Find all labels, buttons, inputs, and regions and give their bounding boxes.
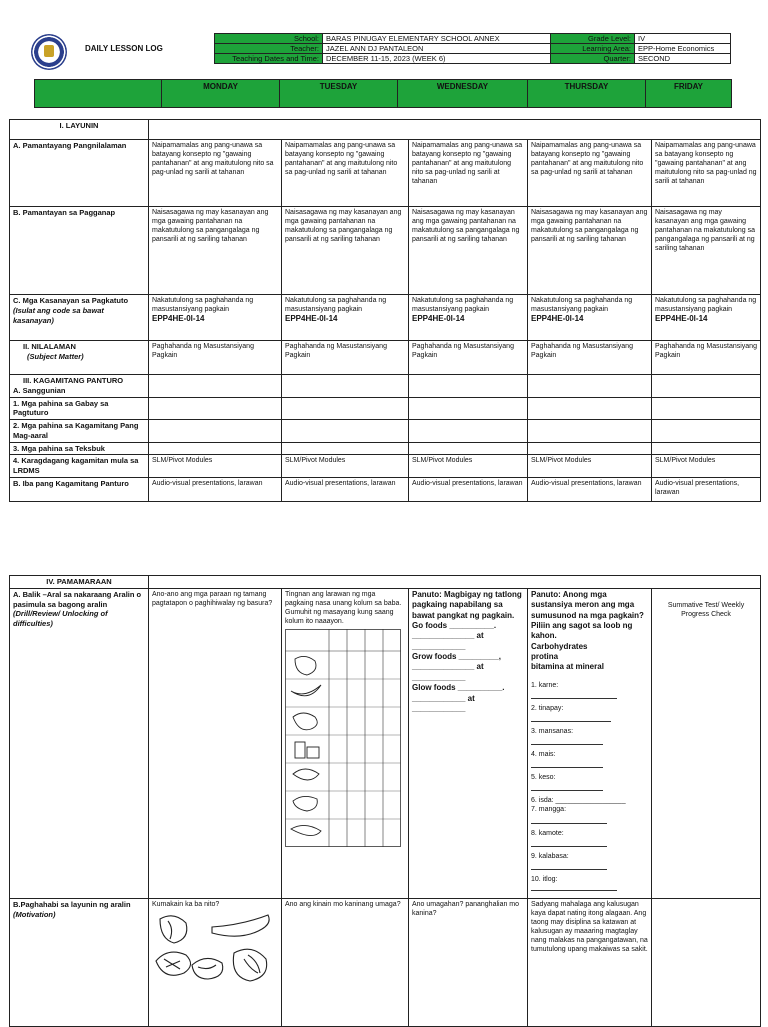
day-friday: FRIDAY xyxy=(646,80,732,108)
pamamaraan-heading: IV. PAMAMARAAN xyxy=(10,576,149,589)
c-code: EPP4HE-0l-14 xyxy=(655,314,708,324)
thu-item: 4. mais: xyxy=(531,751,556,759)
c-text: Nakatutulong sa paghahanda ng masustansiyang pagkain xyxy=(655,297,757,314)
blank-cell xyxy=(35,80,162,108)
area-value: EPP-Home Economics xyxy=(635,44,731,54)
wed-line: Go foods __________. xyxy=(412,620,497,630)
thursday-lrdms: SLM/Pivot Modules xyxy=(528,455,652,478)
friday-nilalaman: Paghahanda ng Masustansiyang Pagkain xyxy=(652,341,761,375)
teksbuk-label: 3. Mga pahina sa Teksbuk xyxy=(10,442,149,455)
friday-iba: Audio-visual presentations, larawan xyxy=(652,477,761,501)
kagamitang-label: 2. Mga pahina sa Kagamitang Pang Mag-aaral xyxy=(10,420,149,443)
grade-label: Grade Level: xyxy=(551,34,635,44)
friday-lrdms: SLM/Pivot Modules xyxy=(652,455,761,478)
quarter-value: SECOND xyxy=(635,54,731,64)
monday-balik: Ano-ano ang mga paraan ng tamang pagtatapon o paghihiwalay ng basura? xyxy=(149,588,282,898)
c-code: EPP4HE-0l-14 xyxy=(285,314,338,324)
nilalaman-label xyxy=(10,341,149,375)
procedure-table xyxy=(9,575,761,1027)
tuesday-instruction: Tingnan ang larawan ng mga pagkaing nasa unang kolum sa baba. Gumuhit ng masayang kung saang kolum ito naaayon. xyxy=(285,590,402,626)
wednesday-b: Naisasagawa ng may kasanayan ang mga gawaing pantahanan na makatutulong sa pangangalaga ng pansarili at ng sariling tahanan xyxy=(409,207,528,295)
thu-item: 2. tinapay: xyxy=(531,704,564,712)
tuesday-b: Naisasagawa ng may kasanayan ang mga gawaing pantahanan na makatutulong sa pangangalaga ng pansarili at ng sariling tahanan xyxy=(282,207,409,295)
monday-nilalaman: Paghahanda ng Masustansiyang Pagkain xyxy=(149,341,282,375)
wed-panuto: Panuto: Magbigay ng tatlong pagkaing napabilang sa bawat pangkat ng pagkain. xyxy=(412,589,522,620)
layunin-blank xyxy=(149,120,761,140)
thu-option: Carbohydrates xyxy=(531,641,588,651)
friday-b: Naisasagawa ng may kasanayan ang mga gawaing pantahanan na makatutulong sa pangangalaga ng pansarili at ng sariling tahanan xyxy=(652,207,761,295)
sanggunian-title: A. Sanggunian xyxy=(13,385,66,395)
area-label: Learning Area: xyxy=(551,44,635,54)
dates-label: Teaching Dates and Time: xyxy=(215,54,323,64)
wednesday-a: Naipamamalas ang pang-unawa sa batayang konsepto ng "gawaing pantahanan" at ang maitutulong nito sa pag-unlad ng sarili at tahanan xyxy=(409,140,528,207)
thursday-c xyxy=(528,295,652,341)
thursday-nilalaman: Paghahanda ng Masustansiyang Pagkain xyxy=(528,341,652,375)
wed-line: ____________ at xyxy=(412,693,475,703)
c-text: Nakatutulong sa paghahanda ng masustansiyang pagkain xyxy=(531,297,633,314)
dates-value: DECEMBER 11-15, 2023 (WEEK 6) xyxy=(323,54,551,64)
thursday-iba: Audio-visual presentations, larawan xyxy=(528,477,652,501)
wednesday-nilalaman: Paghahanda ng Masustansiyang Pagkain xyxy=(409,341,528,375)
monday-lrdms: SLM/Pivot Modules xyxy=(149,455,282,478)
thursday-paghahabi: Sadyang mahalaga ang kalusugan kaya dapat nating itong alagaan. Ang taong may disiplina sa katawan at kalusugan ay maaaring magtaglay nang malakas na pangangatawan, na tumutulong upang makaiwas sa sakit. xyxy=(528,898,652,1026)
school-value: BARAS PINUGAY ELEMENTARY SCHOOL ANNEX xyxy=(323,34,551,44)
deped-seal-logo xyxy=(31,34,67,70)
thu-item: 3. mansanas: xyxy=(531,728,574,736)
thu-item: 5. keso: xyxy=(531,774,556,782)
wed-line: ____________ xyxy=(412,704,466,714)
wed-line: ____________ xyxy=(412,672,466,682)
tuesday-iba: Audio-visual presentations, larawan xyxy=(282,477,409,501)
gabay-label: 1. Mga pahina sa Gabay sa Pagtuturo xyxy=(10,397,149,420)
paghahabi-label xyxy=(10,898,149,1026)
tuesday-lrdms: SLM/Pivot Modules xyxy=(282,455,409,478)
thu-item: 7. mangga: xyxy=(531,806,567,814)
pagganap-label: B. Pamantayan sa Pagganap xyxy=(10,207,149,295)
balik-aral-sub: (Drill/Review/ Unlocking of difficulties) xyxy=(13,609,108,628)
thu-item: 1. karne: xyxy=(531,681,559,689)
wed-line: Grow foods _________, xyxy=(412,652,501,662)
kasanayan-sub: (Isulat ang code sa bawat kasanayan) xyxy=(13,305,104,325)
balik-aral-label xyxy=(10,588,149,898)
monday-paghahabi xyxy=(149,898,282,1026)
nilalaman-sub: (Subject Matter) xyxy=(27,351,84,361)
kasanayan-label xyxy=(10,295,149,341)
nilalaman-title: II. NILALAMAN xyxy=(23,342,76,351)
document-title: DAILY LESSON LOG xyxy=(85,44,163,53)
kagamitan-label xyxy=(10,375,149,398)
friday-balik: Summative Test/ Weekly Progress Check xyxy=(652,588,761,898)
tuesday-nilalaman: Paghahanda ng Masustansiyang Pagkain xyxy=(282,341,409,375)
day-wednesday: WEDNESDAY xyxy=(398,80,528,108)
friday-a: Naipamamalas ang pang-unawa sa batayang konsepto ng "gawaing pantahanan" at ang maitutulong nito sa pag-unlad ng sarili at tahanan xyxy=(652,140,761,207)
objectives-table xyxy=(9,119,761,502)
thu-option: protina xyxy=(531,652,559,662)
teacher-label: Teacher: xyxy=(215,44,323,54)
lrdms-label: 4. Karagdagang kagamitan mula sa LRDMS xyxy=(10,455,149,478)
food-drawings-image xyxy=(152,909,277,991)
tuesday-balik xyxy=(282,588,409,898)
friday-paghahabi xyxy=(652,898,761,1026)
c-text: Nakatutulong sa paghahanda ng masustansiyang pagkain xyxy=(152,297,254,314)
wed-line: ____________ xyxy=(412,641,466,651)
c-text: Nakatutulong sa paghahanda ng masustansiyang pagkain xyxy=(412,297,514,314)
pamantayang-label: A. Pamantayang Pangnilalaman xyxy=(10,140,149,207)
c-code: EPP4HE-0l-14 xyxy=(531,314,584,324)
day-monday: MONDAY xyxy=(162,80,280,108)
wednesday-lrdms: SLM/Pivot Modules xyxy=(409,455,528,478)
quarter-label: Quarter: xyxy=(551,54,635,64)
paghahabi-sub: (Motivation) xyxy=(13,909,56,919)
wed-line: Glow foods __________. xyxy=(412,683,505,693)
school-label: School: xyxy=(215,34,323,44)
thu-item: 6. isda: __________________ xyxy=(531,797,626,805)
monday-a: Naipamamalas ang pang-unawa sa batayang konsepto ng "gawaing pantahanan" at ang maitutulong nito sa pag-unlad ng sarili at tahanan xyxy=(149,140,282,207)
paghahabi-title: B.Paghahabi sa layunin ng aralin xyxy=(13,899,131,909)
c-code: EPP4HE-0l-14 xyxy=(152,314,205,324)
day-thursday: THURSDAY xyxy=(528,80,646,108)
header-info-table xyxy=(214,33,731,64)
wednesday-paghahabi: Ano umagahan? pananghalian mo kanina? xyxy=(409,898,528,1026)
day-tuesday: TUESDAY xyxy=(280,80,398,108)
layunin-heading: I. LAYUNIN xyxy=(10,120,149,140)
c-code: EPP4HE-0l-14 xyxy=(412,314,465,324)
balik-aral-title: A. Balik –Aral sa nakaraang Aralin o pasimula sa bagong aralin xyxy=(13,589,142,609)
kagamitan-title: III. KAGAMITANG PANTURO xyxy=(23,376,124,385)
wednesday-balik xyxy=(409,588,528,898)
thu-item: 10. itlog: xyxy=(531,875,558,883)
tuesday-c xyxy=(282,295,409,341)
weekday-header xyxy=(34,79,732,108)
thursday-a: Naipamamalas ang pang-unawa sa batayang konsepto ng "gawaing pantahanan" at ang maitutulong nito sa pag-unlad ng sarili at tahanan xyxy=(528,140,652,207)
wed-line: ______________ at xyxy=(412,631,484,641)
monday-c xyxy=(149,295,282,341)
tuesday-a: Naipamamalas ang pang-unawa sa batayang konsepto ng "gawaing pantahanan" at ang maitutulong nito sa pag-unlad ng sarili at tahanan xyxy=(282,140,409,207)
friday-c xyxy=(652,295,761,341)
kasanayan-title: C. Mga Kasanayan sa Pagkatuto xyxy=(13,296,129,305)
monday-b: Naisasagawa ng may kasanayan ang mga gawaing pantahanan na makatutulong sa pangangalaga ng pansarili at ng sariling tahanan xyxy=(149,207,282,295)
thu-item: 8. kamote: xyxy=(531,829,564,837)
wed-line: ______________ at xyxy=(412,662,484,672)
iba-pang-label: B. Iba pang Kagamitang Panturo xyxy=(10,477,149,501)
wednesday-c xyxy=(409,295,528,341)
monday-question: Kumakain ka ba nito? xyxy=(152,900,220,908)
wednesday-iba: Audio-visual presentations, larawan xyxy=(409,477,528,501)
thu-panuto: Panuto: Anong mga sustansiya meron ang mga sumusunod na mga pagkain? Piliin ang sagot sa loob ng kahon. xyxy=(531,589,644,641)
c-text: Nakatutulong sa paghahanda ng masustansiyang pagkain xyxy=(285,297,387,314)
thursday-balik xyxy=(528,588,652,898)
monday-iba: Audio-visual presentations, larawan xyxy=(149,477,282,501)
thu-option: bitamina at mineral xyxy=(531,662,604,672)
thursday-b: Naisasagawa ng may kasanayan ang mga gawaing pantahanan na makatutulong sa pangangalaga ng pansarili at ng sariling tahanan xyxy=(528,207,652,295)
grade-value: IV xyxy=(635,34,731,44)
tuesday-paghahabi: Ano ang kinain mo kaninang umaga? xyxy=(282,898,409,1026)
thu-item: 9. kalabasa: xyxy=(531,852,569,860)
food-classification-worksheet-image xyxy=(285,629,401,847)
teacher-value: JAZEL ANN DJ PANTALEON xyxy=(323,44,551,54)
